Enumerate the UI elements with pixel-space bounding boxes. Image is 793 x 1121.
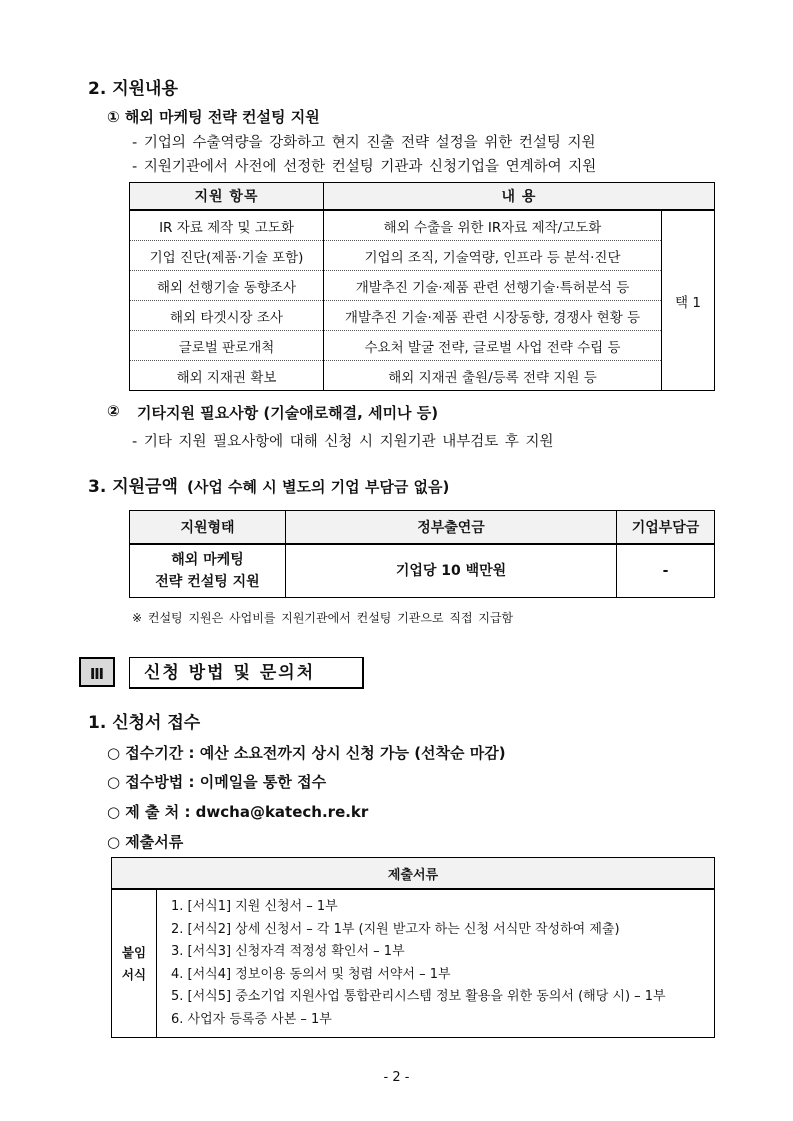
table-row: [130, 331, 715, 361]
table-cell: 개발추진 기술·제품 관련 시장동향, 경쟁사 현황 등: [324, 301, 662, 331]
table-row: [130, 544, 715, 598]
table-cell: 기업 진단(제품·기술 포함): [130, 241, 324, 271]
apply-bullet: ○ 제 출 처 : dwcha@katech.re.kr: [107, 803, 369, 821]
table-cell: 수요처 발굴 전략, 글로벌 사업 전략 수립 등: [324, 331, 662, 361]
attachment-label-line: 붙임: [121, 944, 147, 960]
table-cell: 해외 수출을 위한 IR자료 제작/고도화: [324, 210, 662, 241]
table-header: 지원 항목: [130, 183, 324, 211]
list-item: 4. [서식4] 정보이용 동의서 및 청렴 서약서 – 1부: [171, 966, 451, 982]
table-row: [130, 210, 715, 241]
page-number: - 2 -: [383, 1070, 410, 1085]
apply-bullet: ○ 제출서류: [107, 833, 184, 851]
table-cell: 해외 지재권 확보: [130, 361, 324, 391]
table-header: 제출서류: [112, 858, 715, 890]
table-cell: 기업의 조직, 기술역량, 인프라 등 분석·진단: [324, 241, 662, 271]
support-type-line: 해외 마케팅: [171, 552, 244, 568]
documents-list: [157, 889, 715, 1038]
table-header: 내 용: [324, 183, 715, 211]
amount-heading-note: (사업 수혜 시 별도의 기업 부담금 없음): [187, 478, 450, 496]
table-row: [130, 361, 715, 391]
table-cell: IR 자료 제작 및 고도화: [130, 210, 324, 241]
support-type-line: 전략 컨설팅 지원: [155, 574, 260, 590]
apply-heading: 1. 신청서 접수: [88, 713, 201, 733]
item1-line: - 지원기관에서 사전에 선정한 컨설팅 기관과 신청기업을 연계하여 지원: [132, 159, 597, 175]
table-row: [130, 301, 715, 331]
amount-note: ※ 컨설팅 지원은 사업비를 지원기관에서 컨설팅 기관으로 직접 지급함: [132, 611, 514, 625]
item1-title: ① 해외 마케팅 전략 컨설팅 지원: [107, 108, 320, 126]
government-funding-cell: 기업당 10 백만원: [286, 544, 617, 598]
table-row: [130, 241, 715, 271]
list-item: 2. [서식2] 상세 신청서 – 각 1부 (지원 받고자 하는 신청 서식만 작성하여 제출): [171, 921, 620, 937]
list-item: 6. 사업자 등록증 사본 – 1부: [171, 1011, 332, 1027]
apply-bullet: ○ 접수방법 : 이메일을 통한 접수: [107, 773, 327, 791]
choose-one-cell: 택 1: [662, 210, 715, 391]
item1-line: - 기업의 수출역량을 강화하고 현지 진출 전략 설정을 위한 컨설팅 지원: [132, 135, 596, 151]
attachment-label-line: 서식: [121, 966, 147, 982]
section-heading-support-content: 2. 지원내용: [88, 79, 178, 99]
list-item: 3. [서식3] 신청자격 적정성 확인서 – 1부: [171, 944, 405, 959]
item2-title: 기타지원 필요사항 (기술애로해결, 세미나 등): [137, 404, 439, 422]
support-items-table: [129, 182, 715, 391]
table-header: 기업부담금: [617, 511, 715, 545]
section-heading-amount: [88, 472, 449, 497]
table-cell: 해외 지재권 출원/등록 전략 지원 등: [324, 361, 662, 391]
apply-bullet: ○ 접수기간 : 예산 소요전까지 상시 신청 가능 (선착순 마감): [107, 744, 506, 762]
documents-table: [111, 857, 715, 1038]
table-cell: 해외 타겟시장 조사: [130, 301, 324, 331]
company-burden-cell: -: [617, 544, 715, 598]
table-row: [112, 889, 715, 1038]
list-item: 1. [서식1] 지원 신청서 – 1부: [171, 899, 338, 914]
section-roman-numeral: Ⅲ: [79, 657, 115, 687]
support-type-cell: [130, 544, 286, 598]
table-cell: 글로벌 판로개척: [130, 331, 324, 361]
amount-table: [129, 510, 715, 598]
item2-number: ②: [107, 402, 120, 420]
table-cell: 개발추진 기술·제품 관련 선행기술·특허분석 등: [324, 271, 662, 301]
table-row: [130, 271, 715, 301]
amount-heading: 3. 지원금액: [88, 477, 178, 497]
table-cell: 해외 선행기술 동향조사: [130, 271, 324, 301]
section-title: 신청 방법 및 문의처: [129, 657, 364, 689]
attachment-label: [112, 889, 157, 1038]
table-header: 정부출연금: [286, 511, 617, 545]
list-item: 5. [서식5] 중소기업 지원사업 통합관리시스템 정보 활용을 위한 동의서 (해당 시) – 1부: [171, 989, 666, 1004]
table-header: 지원형태: [130, 511, 286, 545]
item2-line: - 기타 지원 필요사항에 대해 신청 시 지원기관 내부검토 후 지원: [132, 434, 554, 450]
